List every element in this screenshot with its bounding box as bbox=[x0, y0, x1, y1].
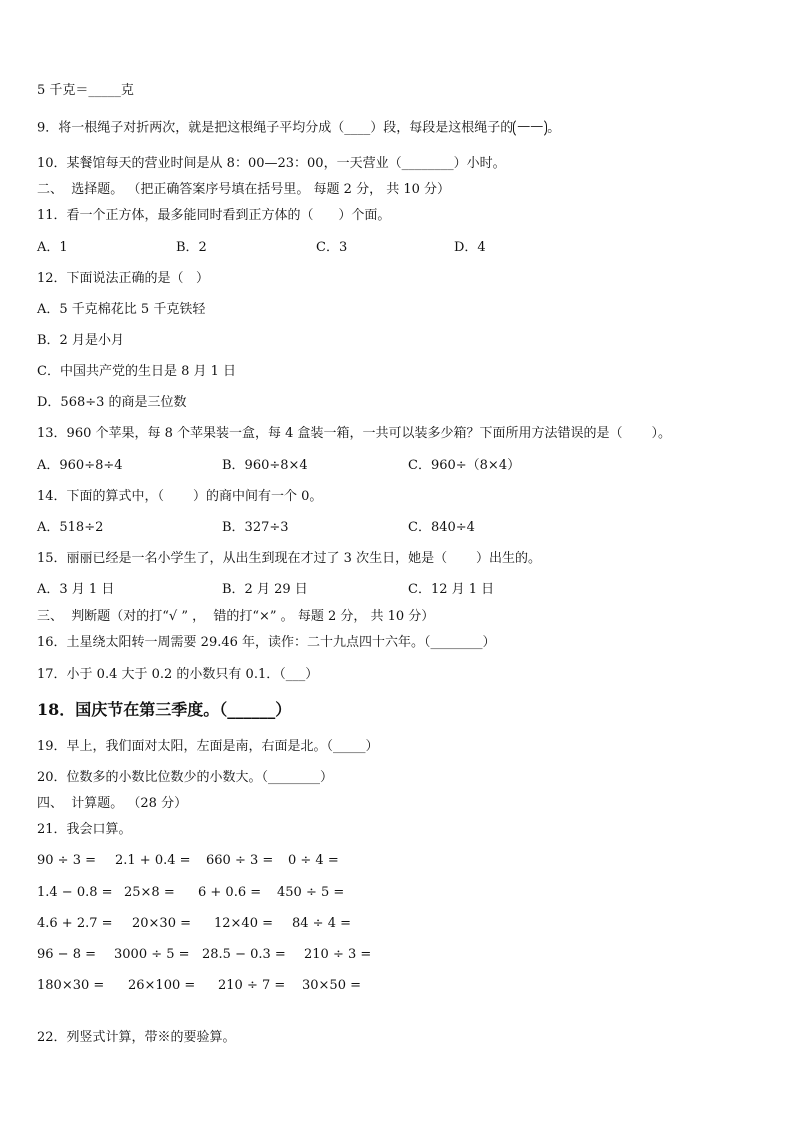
calc-item: 210 ÷ 3 = bbox=[304, 947, 372, 962]
q11-option-b: B．2 bbox=[176, 240, 207, 255]
q12-option-c: C．中国共产党的生日是 8 月 1 日 bbox=[37, 364, 237, 379]
q11-option-d: D．4 bbox=[454, 240, 486, 255]
calc-item: 0 ÷ 4 = bbox=[288, 853, 339, 868]
question-9-end: 。 bbox=[547, 120, 561, 136]
question-16-line: 16．土星绕太阳转一周需要 29.46 年，读作：二十九点四十六年。（________） bbox=[37, 635, 496, 650]
question-15-line: 15．丽丽已经是一名小学生了，从出生到现在才过了 3 次生日，她是（ ）出生的。 bbox=[37, 551, 542, 566]
calc-item: 84 ÷ 4 = bbox=[292, 916, 351, 931]
fraction-blank: —— bbox=[513, 118, 547, 138]
question-20-line: 20．位数多的小数比位数少的小数大。（________） bbox=[37, 770, 334, 785]
calc-item: 25×8 = bbox=[124, 885, 175, 900]
calc-item: 180×30 = bbox=[37, 978, 105, 993]
q13-option-b: B．960÷8×4 bbox=[222, 458, 308, 473]
q11-option-c: C．3 bbox=[316, 240, 348, 255]
q12-option-d: D．568÷3 的商是三位数 bbox=[37, 395, 187, 410]
calc-item: 6 + 0.6 = bbox=[198, 885, 262, 900]
q13-option-c: C．960÷（8×4） bbox=[408, 458, 521, 473]
q14-option-c: C．840÷4 bbox=[408, 520, 475, 535]
section-3-heading: 三、 判断题（对的打“√ ” ， 错的打“×” 。 每题 2 分， 共 10 分） bbox=[37, 609, 435, 624]
calc-item: 12×40 = bbox=[214, 916, 274, 931]
question-19-line: 19．早上，我们面对太阳，左面是南，右面是北。（_____） bbox=[37, 739, 379, 754]
q11-option-a: A．1 bbox=[37, 240, 68, 255]
question-17-line: 17．小于 0.4 大于 0.2 的小数只有 0.1．（___） bbox=[37, 667, 319, 682]
q15-option-a: A．3 月 1 日 bbox=[37, 582, 115, 597]
question-22-line: 22．列竖式计算，带※的要验算。 bbox=[37, 1030, 236, 1045]
question-12-line: 12．下面说法正确的是（ ） bbox=[37, 271, 209, 286]
calc-item: 2.1 + 0.4 = bbox=[115, 853, 191, 868]
question-18-line: 18．国庆节在第三季度。（______） bbox=[37, 700, 292, 719]
q15-option-c: C．12 月 1 日 bbox=[408, 582, 495, 597]
q13-option-a: A．960÷8÷4 bbox=[37, 458, 123, 473]
section-2-heading: 二、 选择题。 （把正确答案序号填在括号里。 每题 2 分， 共 10 分） bbox=[37, 182, 451, 197]
question-8-line: 5 千克＝_____克 bbox=[37, 83, 134, 98]
question-21-line: 21．我会口算。 bbox=[37, 822, 132, 837]
question-9-line bbox=[37, 118, 560, 138]
calc-item: 660 ÷ 3 = bbox=[206, 853, 274, 868]
question-11-line: 11．看一个正方体，最多能同时看到正方体的（ ）个面。 bbox=[37, 208, 391, 223]
calc-item: 450 ÷ 5 = bbox=[277, 885, 345, 900]
calc-item: 20×30 = bbox=[132, 916, 192, 931]
calc-item: 90 ÷ 3 = bbox=[37, 853, 96, 868]
section-4-heading: 四、 计算题。 （28 分） bbox=[37, 796, 188, 811]
q15-option-b: B．2 月 29 日 bbox=[222, 582, 308, 597]
calc-item: 96 − 8 = bbox=[37, 947, 96, 962]
question-14-line: 14．下面的算式中，（ ）的商中间有一个 0。 bbox=[37, 489, 323, 504]
question-10-line: 10．某餐馆每天的营业时间是从 8：00—23：00，一天营业（________）小时。 bbox=[37, 156, 506, 171]
q14-option-b: B．327÷3 bbox=[222, 520, 289, 535]
calc-item: 26×100 = bbox=[128, 978, 196, 993]
q12-option-a: A．5 千克棉花比 5 千克铁轻 bbox=[37, 302, 206, 317]
calc-item: 28.5 − 0.3 = bbox=[202, 947, 286, 962]
q14-option-a: A．518÷2 bbox=[37, 520, 104, 535]
calc-item: 30×50 = bbox=[302, 978, 362, 993]
question-13-line: 13．960 个苹果，每 8 个苹果装一盒，每 4 盒装一箱，一共可以装多少箱？下面所用方法错误的是（ ）。 bbox=[37, 426, 671, 441]
calc-item: 210 ÷ 7 = bbox=[218, 978, 286, 993]
calc-item: 1.4 − 0.8 = bbox=[37, 885, 113, 900]
calc-item: 3000 ÷ 5 = bbox=[114, 947, 190, 962]
calc-item: 4.6 + 2.7 = bbox=[37, 916, 113, 931]
question-9-text: 9．将一根绳子对折两次，就是把这根绳子平均分成（____）段，每段是这根绳子的 bbox=[37, 120, 514, 136]
q12-option-b: B．2 月是小月 bbox=[37, 333, 124, 348]
